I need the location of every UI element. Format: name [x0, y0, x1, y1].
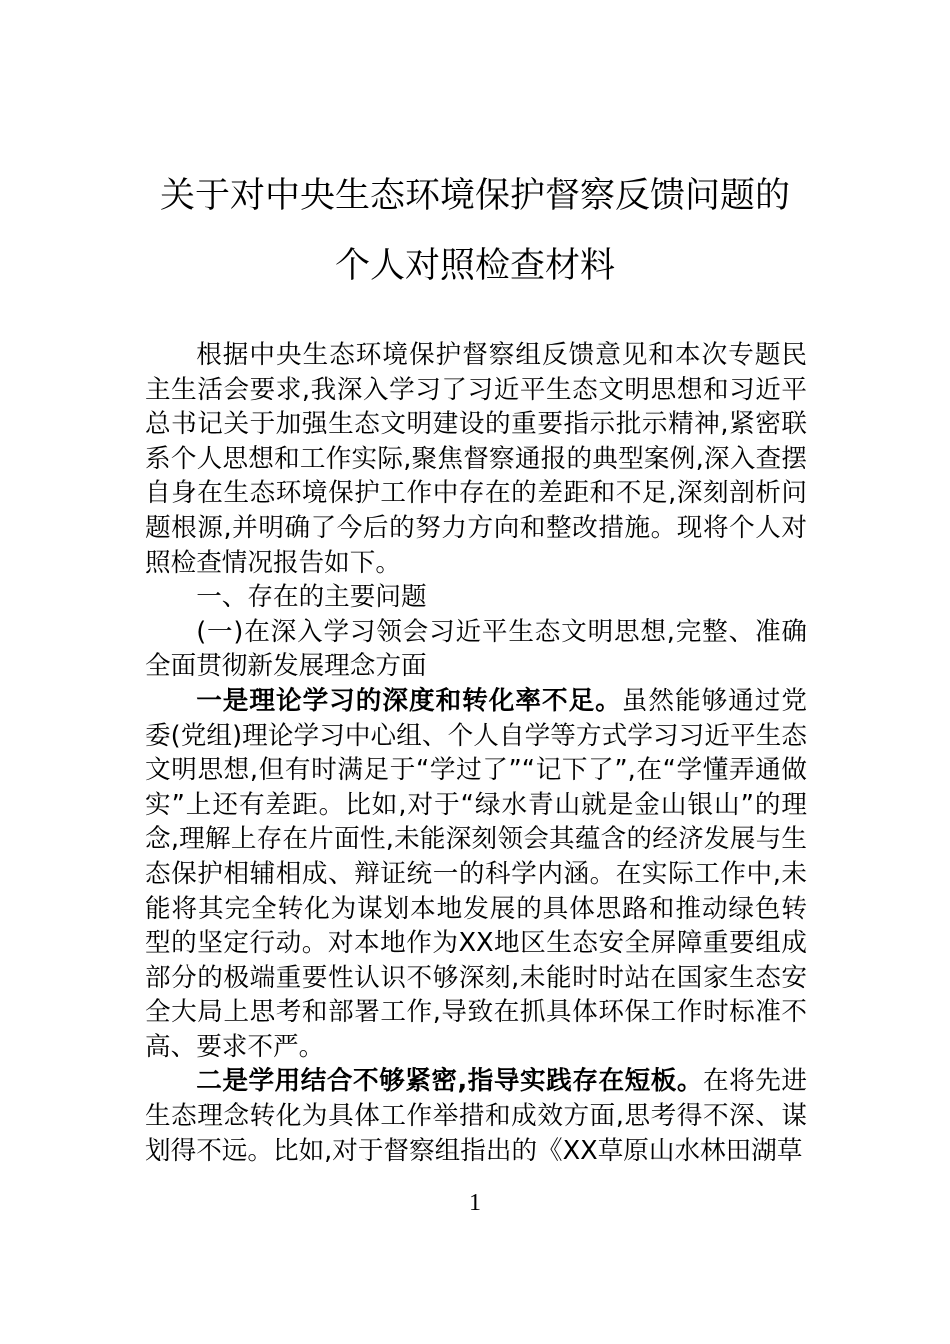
- point-1-paragraph: [145, 684, 807, 1065]
- page-number: 1: [469, 1190, 481, 1216]
- point-2-body: 在将先进生态理念转化为具体工作举措和成效方面,思考得不深、谋划得不远。比如,对于督察组指出的《XX草原山水林田湖草: [145, 1066, 807, 1166]
- point-1-lead: 一是理论学习的深度和转化率不足。: [196, 685, 622, 716]
- intro-paragraph: 根据中央生态环境保护督察组反馈意见和本次专题民主生活会要求,我深入学习了习近平生态文明思想和习近平总书记关于加强生态文明建设的重要指示批示精神,紧密联系个人思想和工作实际,聚焦督察通报的典型案例,深入查摆自身在生态环境保护工作中存在的差距和不足,深刻剖析问题根源,并明确了今后的努力方向和整改措施。现将个人对照检查情况报告如下。: [145, 340, 807, 578]
- document-title-line-1: 关于对中央生态环境保护督察反馈问题的: [159, 176, 790, 216]
- point-1-body: 虽然能够通过党委(党组)理论学习中心组、个人自学等方式学习习近平生态文明思想,但有时满足于“学过了”“记下了”,在“学懂弄通做实”上还有差距。比如,对于“绿水青山就是金山银山”的理念,理解上存在片面性,未能深刻领会其蕴含的经济发展与生态保护相辅相成、辩证统一的科学内涵。在实际工作中,未能将其完全转化为谋划本地发展的具体思路和推动绿色转型的坚定行动。对本地作为XX地区生态安全屏障重要组成部分的极端重要性认识不够深刻,未能时时站在国家生态安全大局上思考和部署工作,导致在抓具体环保工作时标准不高、要求不严。: [145, 685, 807, 1062]
- subsection-heading: (一)在深入学习领会习近平生态文明思想,完整、准确全面贯彻新发展理念方面: [145, 616, 807, 682]
- point-2-lead: 二是学用结合不够紧密,指导实践存在短板。: [196, 1066, 703, 1097]
- document-body: [145, 338, 807, 1168]
- document-title-line-2: 个人对照检查材料: [334, 246, 615, 286]
- point-2-paragraph: [145, 1064, 807, 1168]
- section-heading: 一、存在的主要问题: [196, 582, 427, 613]
